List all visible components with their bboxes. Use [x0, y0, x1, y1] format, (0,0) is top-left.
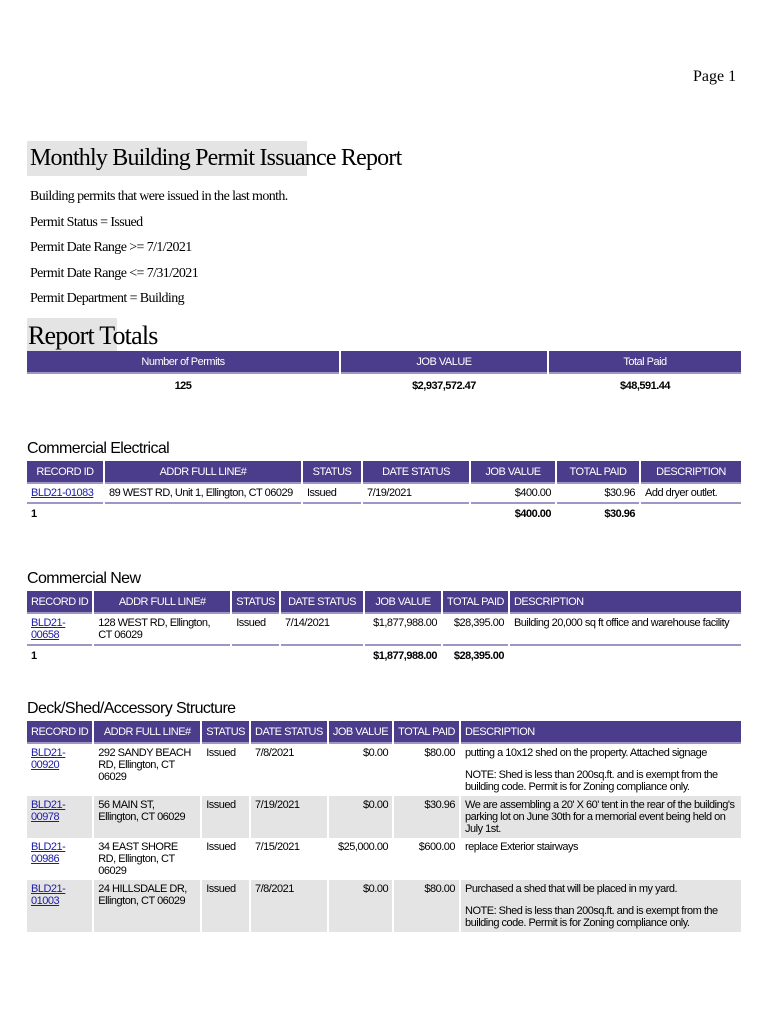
summary-total-paid: $30.96 [557, 502, 639, 523]
col-record-id: RECORD ID [27, 461, 103, 484]
job-value-cell: $0.00 [329, 880, 392, 932]
total-paid-cell: $600.00 [394, 838, 459, 880]
table-row [27, 614, 741, 644]
address-cell: 89 WEST RD, Unit 1, Ellington, CT 06029 [105, 484, 301, 502]
criteria-department: Permit Department = Building [30, 291, 185, 306]
description-note: NOTE: Shed is less than 200sq.ft. and is exempt from the building code. Permit is for Zoning compliance only. [465, 905, 718, 929]
description-text: Purchased a shed that will be placed in my yard. [465, 883, 678, 895]
summary-total-paid: $28,395.00 [443, 644, 508, 665]
description-cell [461, 744, 741, 796]
record-id-link[interactable]: BLD21-00978 [31, 799, 66, 823]
section-table-commercial-electrical [25, 461, 743, 523]
job-value-cell: $25,000.00 [329, 838, 392, 880]
summary-count: 1 [27, 644, 92, 665]
date-status-cell: 7/19/2021 [251, 796, 327, 838]
section-title-commercial-new: Commercial New [27, 570, 141, 587]
col-total-paid: TOTAL PAID [394, 721, 459, 744]
section-title-commercial-electrical: Commercial Electrical [27, 440, 170, 457]
date-status-cell: 7/8/2021 [251, 880, 327, 932]
status-cell: Issued [202, 880, 249, 932]
table-row [27, 484, 741, 502]
col-date-status: DATE STATUS [281, 591, 363, 614]
total-paid-cell: $30.96 [557, 484, 639, 502]
criteria-date-to: Permit Date Range <= 7/31/2021 [30, 265, 199, 281]
job-value-cell: $0.00 [329, 744, 392, 796]
total-paid-amount: $48,591.44 [619, 380, 671, 392]
description-cell [461, 880, 741, 932]
date-status-cell: 7/19/2021 [363, 484, 469, 502]
record-id-link[interactable]: BLD21-00920 [31, 747, 66, 771]
record-id-link[interactable]: BLD21-01003 [31, 883, 66, 907]
section-table-commercial-new [25, 591, 743, 665]
section-summary-row [27, 502, 741, 523]
description-cell: replace Exterior stairways [461, 838, 741, 880]
date-status-cell: 7/14/2021 [281, 614, 363, 644]
col-job-value: JOB VALUE [471, 461, 555, 484]
col-record-id: RECORD ID [27, 721, 92, 744]
summary-count: 1 [27, 502, 103, 523]
record-id-link[interactable]: BLD21-00986 [31, 841, 66, 865]
col-description: DESCRIPTION [641, 461, 741, 484]
summary-job-value: $400.00 [471, 502, 555, 523]
job-value-cell: $400.00 [471, 484, 555, 502]
col-status: STATUS [232, 591, 279, 614]
col-address: ADDR FULL LINE# [94, 721, 200, 744]
status-cell: Issued [202, 838, 249, 880]
record-id-link[interactable]: BLD21-01083 [31, 487, 94, 499]
description-text: putting a 10x12 shed on the property. Attached signage [465, 747, 707, 759]
header-total-paid: Total Paid [549, 351, 741, 374]
address-cell: 128 WEST RD, Ellington, CT 06029 [94, 614, 230, 644]
section-summary-row [27, 644, 741, 665]
status-cell: Issued [232, 614, 279, 644]
col-status: STATUS [303, 461, 361, 484]
col-date-status: DATE STATUS [251, 721, 327, 744]
report-title: Monthly Building Permit Issuance Report [27, 141, 307, 176]
total-permits-count: 125 [174, 380, 192, 392]
header-job-value: JOB VALUE [341, 351, 547, 374]
col-job-value: JOB VALUE [329, 721, 392, 744]
criteria-description: Building permits that were issued in the last month. [30, 189, 288, 204]
page-number: Page 1 [693, 68, 737, 85]
col-record-id: RECORD ID [27, 591, 92, 614]
status-cell: Issued [303, 484, 361, 502]
col-date-status: DATE STATUS [363, 461, 469, 484]
table-row [27, 880, 741, 932]
summary-job-value: $1,877,988.00 [365, 644, 441, 665]
section-title-deck-shed: Deck/Shed/Accessory Structure [27, 700, 236, 717]
address-cell: 24 HILLSDALE DR, Ellington, CT 06029 [94, 880, 200, 932]
description-cell: Add dryer outlet. [641, 484, 741, 502]
header-number-of-permits: Number of Permits [27, 351, 339, 374]
report-totals-title: Report Totals [27, 318, 117, 353]
report-totals-table [25, 351, 743, 398]
col-address: ADDR FULL LINE# [105, 461, 301, 484]
job-value-cell: $0.00 [329, 796, 392, 838]
description-note: NOTE: Shed is less than 200sq.ft. and is exempt from the building code. Permit is for Zoning compliance only. [465, 769, 718, 793]
criteria-status: Permit Status = Issued [30, 214, 143, 230]
report-criteria [30, 184, 288, 312]
status-cell: Issued [202, 744, 249, 796]
address-cell: 34 EAST SHORE RD, Ellington, CT 06029 [94, 838, 200, 880]
col-address: ADDR FULL LINE# [94, 591, 230, 614]
criteria-date-from: Permit Date Range >= 7/1/2021 [30, 240, 192, 255]
description-cell: We are assembling a 20' X 60' tent in the rear of the building's parking lot on June 30th for a memorial event being held on July 1st. [461, 796, 741, 838]
col-description: DESCRIPTION [510, 591, 741, 614]
date-status-cell: 7/15/2021 [251, 838, 327, 880]
table-row [27, 744, 741, 796]
total-job-value: $2,937,572.47 [412, 380, 476, 392]
total-paid-cell: $80.00 [394, 880, 459, 932]
col-description: DESCRIPTION [461, 721, 741, 744]
total-paid-cell: $30.96 [394, 796, 459, 838]
address-cell: 292 SANDY BEACH RD, Ellington, CT 06029 [94, 744, 200, 796]
total-paid-cell: $80.00 [394, 744, 459, 796]
col-total-paid: TOTAL PAID [557, 461, 639, 484]
address-cell: 56 MAIN ST, Ellington, CT 06029 [94, 796, 200, 838]
col-job-value: JOB VALUE [365, 591, 441, 614]
status-cell: Issued [202, 796, 249, 838]
total-paid-cell: $28,395.00 [443, 614, 508, 644]
date-status-cell: 7/8/2021 [251, 744, 327, 796]
col-total-paid: TOTAL PAID [443, 591, 508, 614]
table-row [27, 838, 741, 880]
table-row [27, 796, 741, 838]
col-status: STATUS [202, 721, 249, 744]
record-id-link[interactable]: BLD21-00658 [31, 617, 66, 641]
section-table-deck-shed [25, 721, 743, 932]
description-cell: Building 20,000 sq ft office and warehouse facility [510, 614, 741, 644]
job-value-cell: $1,877,988.00 [365, 614, 441, 644]
